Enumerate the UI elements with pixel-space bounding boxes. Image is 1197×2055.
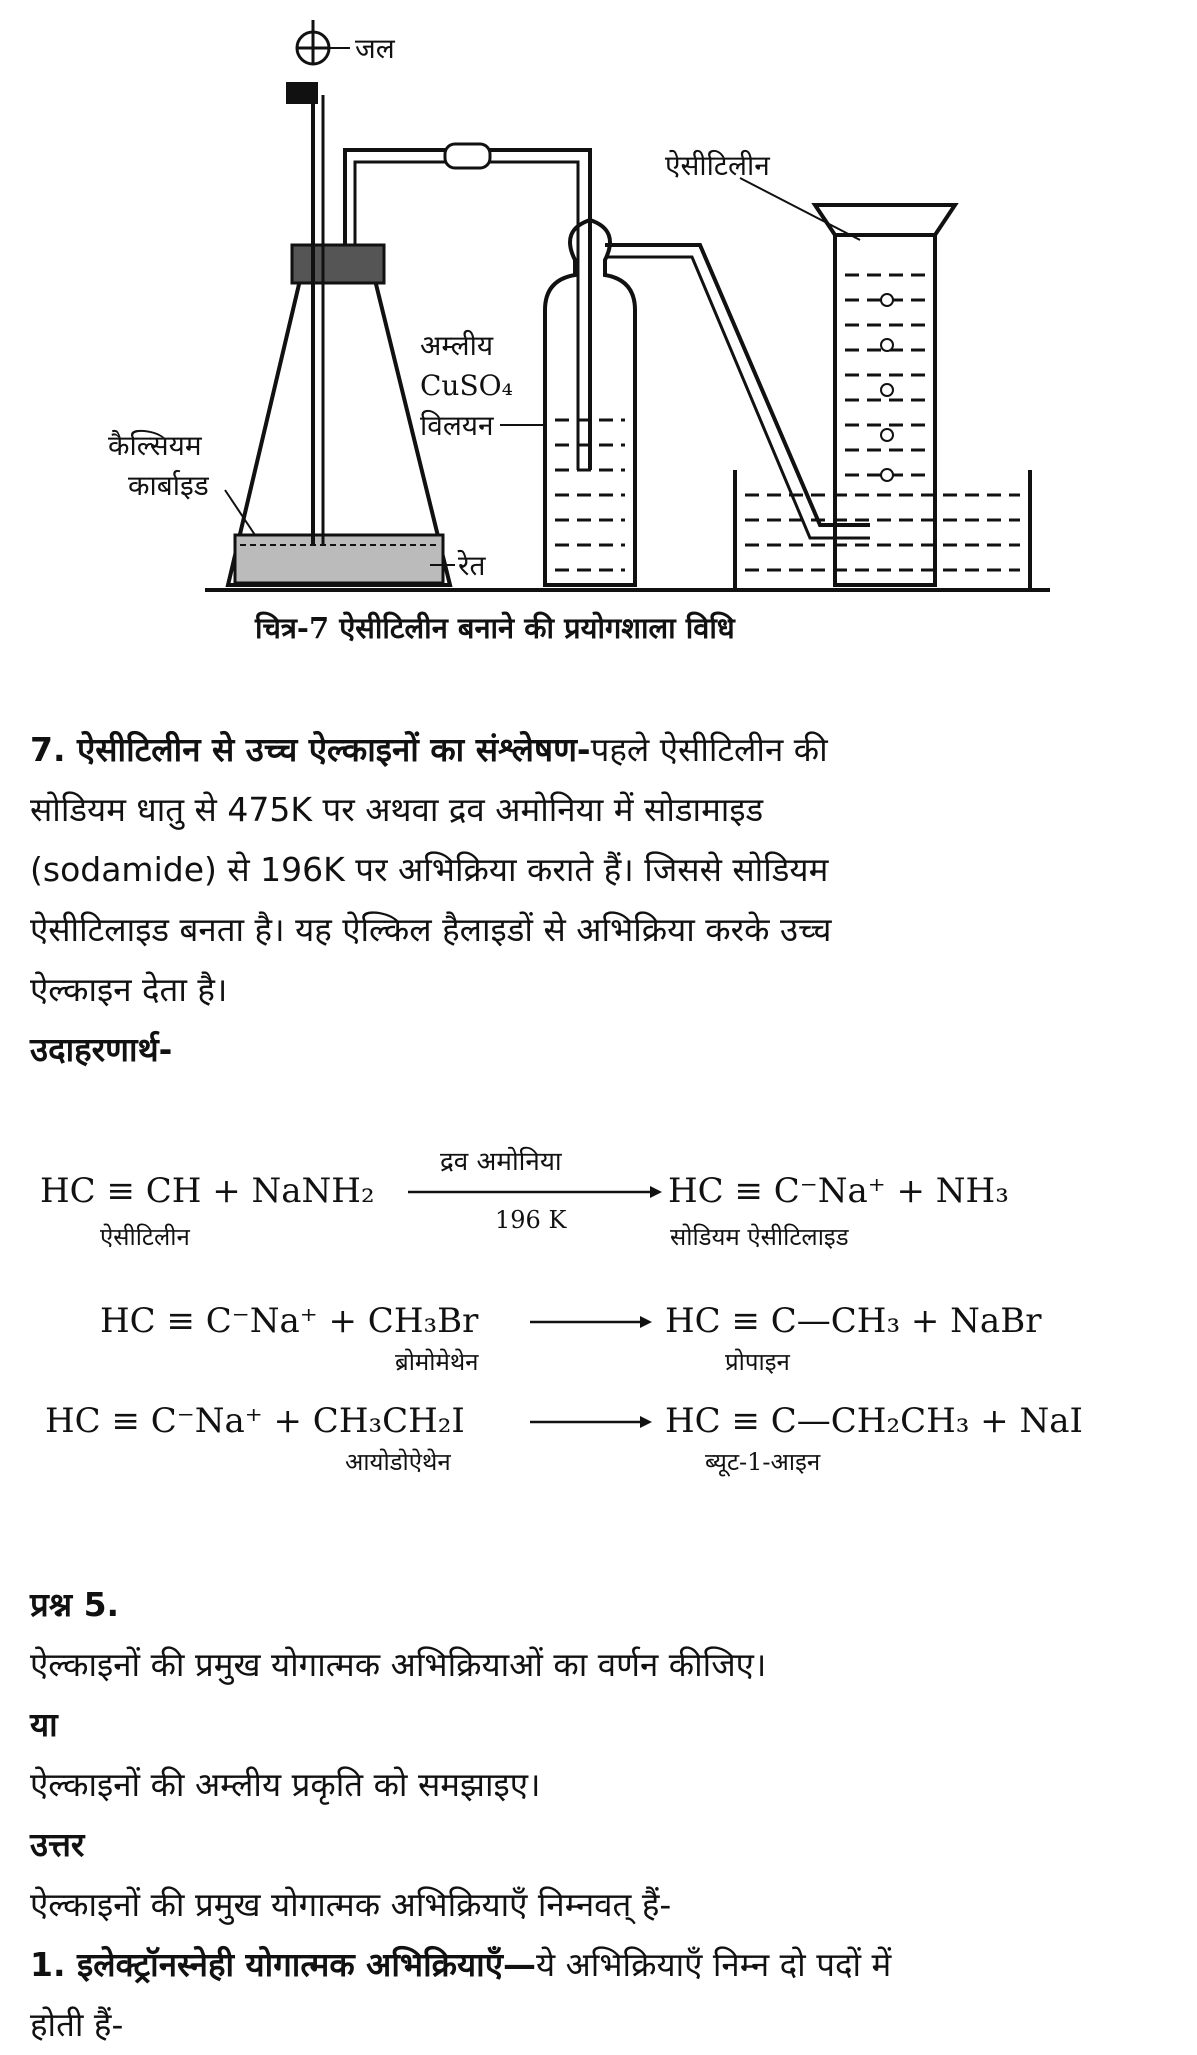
question-number: प्रश्न 5. bbox=[30, 1585, 120, 1624]
calcium-label: कैल्सियम bbox=[108, 429, 202, 462]
section7-line-3: ऐसीटिलाइड बनता है। यह ऐल्किल हैलाइडों से अभिक्रिया करके उच्च bbox=[30, 910, 832, 949]
solution-label: विलयन bbox=[420, 409, 494, 442]
point1-line bbox=[30, 1935, 891, 1995]
r3-left-name: आयोडोऐथेन bbox=[345, 1448, 451, 1476]
example-label: उदाहरणार्थ- bbox=[30, 1030, 173, 1069]
question-text: ऐल्काइनों की प्रमुख योगात्मक अभिक्रियाओं का वर्णन कीजिए। bbox=[30, 1645, 767, 1684]
r1-left: HC ≡ CH + NaNH₂ bbox=[40, 1171, 375, 1211]
section7-heading: 7. ऐसीटिलीन से उच्च ऐल्काइनों का संश्लेषण- bbox=[30, 730, 591, 769]
r1-right-name: सोडियम ऐसीटिलाइड bbox=[670, 1223, 849, 1251]
section7-paragraph bbox=[30, 720, 1160, 1080]
r2-right: HC ≡ C—CH₃ + NaBr bbox=[665, 1301, 1042, 1341]
r2-left: HC ≡ C⁻Na⁺ + CH₃Br bbox=[100, 1301, 479, 1341]
r3-right-name: ब्यूट-1-आइन bbox=[705, 1448, 821, 1476]
r1-condition-top: द्रव अमोनिया bbox=[440, 1147, 562, 1177]
sand-label: रेत bbox=[458, 549, 486, 582]
section7-line-0: पहले ऐसीटिलीन की bbox=[590, 730, 828, 769]
r1-right: HC ≡ C⁻Na⁺ + NH₃ bbox=[668, 1171, 1009, 1211]
reaction-scheme bbox=[0, 1110, 1197, 1490]
r1-condition-bottom: 196 K bbox=[495, 1206, 567, 1234]
acetylene-label: ऐसीटिलीन bbox=[665, 149, 770, 182]
point1-heading: 1. इलेक्ट्रॉनस्नेही योगात्मक अभिक्रियाएँ— bbox=[30, 1945, 536, 1984]
section7-line-4: ऐल्काइन देता है। bbox=[30, 970, 228, 1009]
r3-right: HC ≡ C—CH₂CH₃ + NaI bbox=[665, 1401, 1083, 1441]
answer-intro: ऐल्काइनों की प्रमुख योगात्मक अभिक्रियाएँ निम्नवत् हैं- bbox=[30, 1885, 672, 1924]
cuso4-label: CuSO₄ bbox=[420, 369, 513, 402]
carbide-label: कार्बाइड bbox=[128, 469, 209, 502]
gas-jar bbox=[815, 205, 955, 585]
r3-left: HC ≡ C⁻Na⁺ + CH₃CH₂I bbox=[45, 1401, 465, 1441]
section7-line-2: (sodamide) से 196K पर अभिक्रिया कराते हैं। जिससे सोडियम bbox=[30, 850, 829, 889]
figure-caption: चित्र-7 ऐसीटिलीन बनाने की प्रयोगशाला विधि bbox=[255, 611, 735, 645]
question-text-2: ऐल्काइनों की अम्लीय प्रकृति को समझाइए। bbox=[30, 1765, 541, 1804]
answer-label: उत्तर bbox=[30, 1825, 85, 1864]
section7-line-1: सोडियम धातु से 475K पर अथवा द्रव अमोनिया में सोडामाइड bbox=[30, 790, 764, 829]
point1-text-2: होती हैं- bbox=[30, 2005, 124, 2044]
apparatus-figure bbox=[0, 0, 1197, 660]
r2-right-name: प्रोपाइन bbox=[725, 1348, 790, 1376]
water-trough bbox=[735, 470, 1030, 590]
point1-text: ये अभिक्रियाएँ निम्न दो पदों में bbox=[535, 1945, 892, 1984]
water-label: जल bbox=[355, 32, 395, 65]
r2-left-name: ब्रोमोमेथेन bbox=[395, 1348, 479, 1376]
or-label: या bbox=[30, 1705, 58, 1744]
conical-flask bbox=[228, 245, 450, 585]
acidic-label: अम्लीय bbox=[420, 329, 494, 362]
r1-left-name: ऐसीटिलीन bbox=[100, 1223, 190, 1251]
